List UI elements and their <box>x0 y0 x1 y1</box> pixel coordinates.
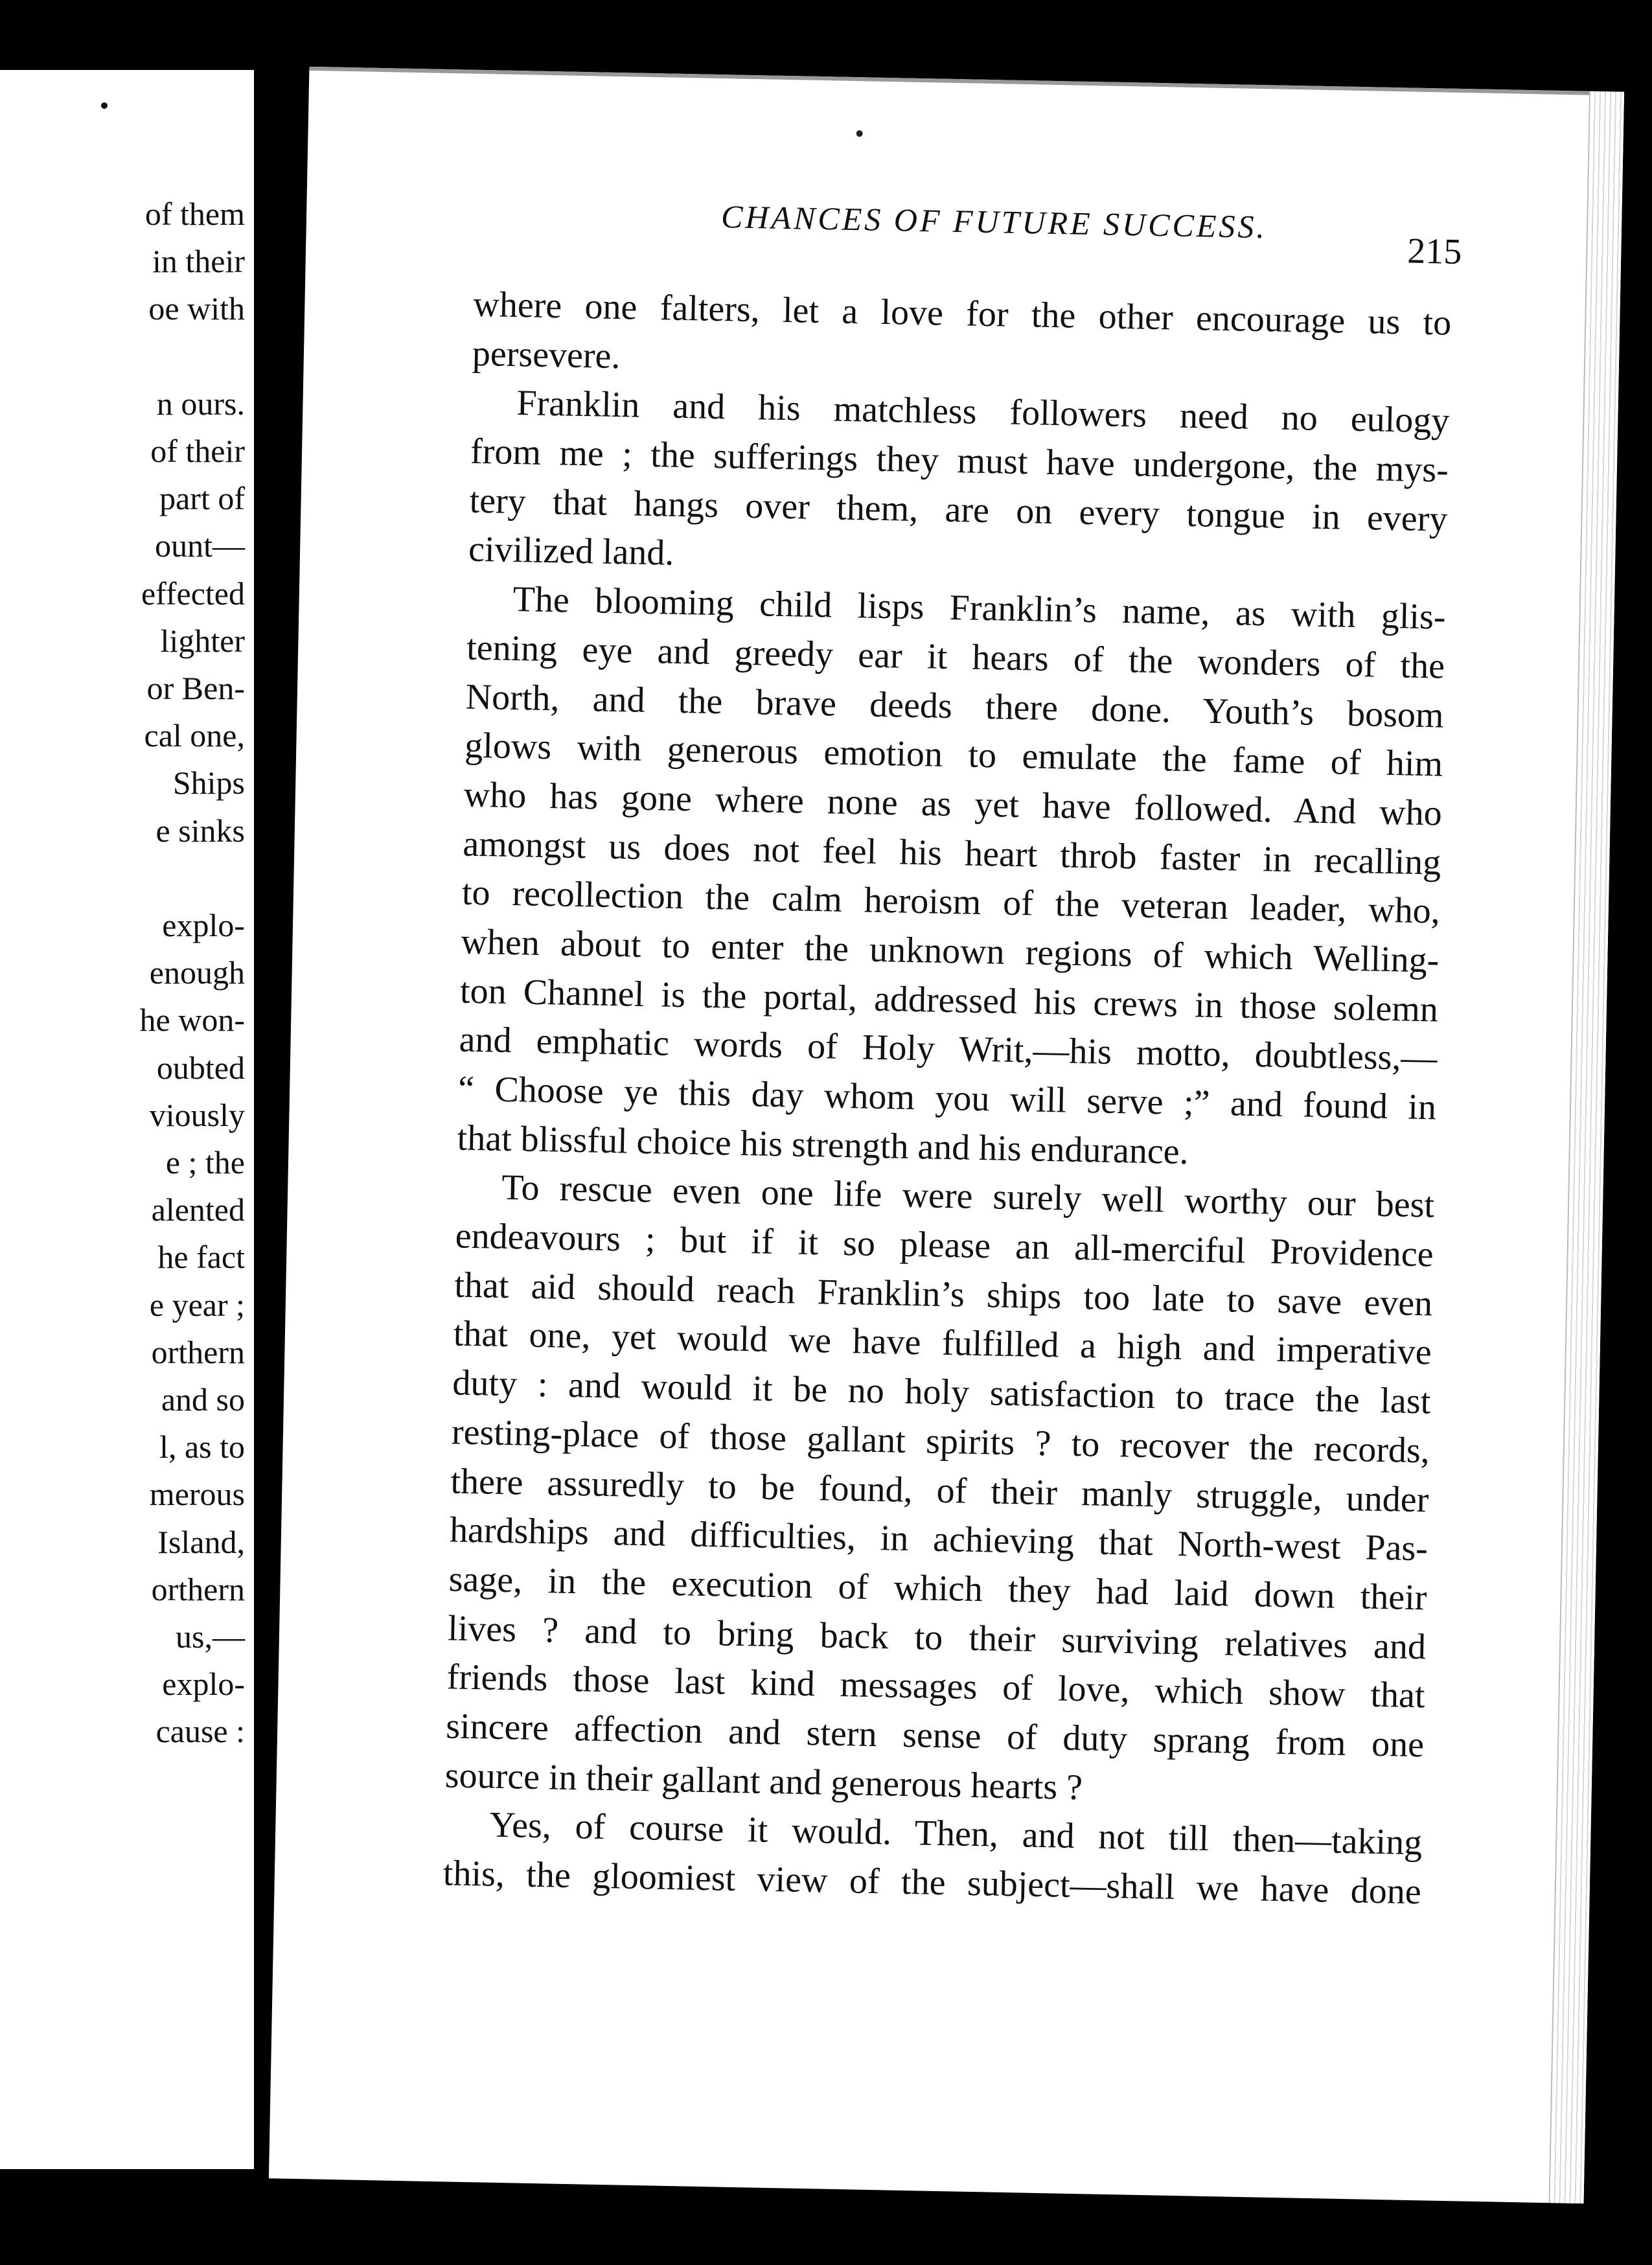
text-line: when about to enter the unknown regions of which Welling- <box>460 921 1440 981</box>
paragraph <box>457 575 1446 1182</box>
text-line: where one falters, let a love for the other encourage us to <box>472 284 1452 343</box>
left-page-line: or Ben- <box>146 670 245 706</box>
left-page-line: of their <box>150 433 245 469</box>
text-line: sincere affection and stern sense of duty sprang from one <box>445 1706 1425 1765</box>
left-page-line: orthern <box>151 1333 245 1370</box>
text-line: The blooming child lisps Franklin’s name, as with glis- <box>512 579 1447 638</box>
text-line: amongst us does not feel his heart throb faster in recalling <box>462 823 1441 883</box>
text-line: persevere. <box>472 333 621 376</box>
body-text <box>442 281 1452 1917</box>
left-page-line: lighter <box>160 622 245 659</box>
text-line: that aid should reach Franklin’s ships too late to save even <box>453 1265 1433 1324</box>
text-line: that one, yet would we have fulfilled a high and imperative <box>453 1313 1432 1373</box>
left-page-line: he fact <box>157 1239 245 1276</box>
text-line: resting-place of those gallant spirits ? to recover the records, <box>451 1412 1430 1471</box>
text-line: duty : and would it be no holy satisfaction to trace the last <box>452 1362 1431 1422</box>
left-page-line: alented <box>151 1191 245 1228</box>
paragraph <box>444 1163 1435 1819</box>
ink-speck <box>101 102 108 109</box>
left-page-line: part of <box>159 480 245 517</box>
text-line: there assuredly to be found, of their manly struggle, under <box>450 1460 1429 1520</box>
paragraph <box>468 378 1450 593</box>
left-page-line: us,— <box>176 1618 245 1655</box>
left-page-line: n ours. <box>156 385 245 422</box>
left-page-line: cal one, <box>144 717 245 754</box>
left-page-line: e year ; <box>149 1286 245 1323</box>
text-line: to recollection the calm heroism of the veteran leader, who, <box>461 872 1441 932</box>
text-line: glows with generous emotion to emulate the fame of him <box>464 725 1443 785</box>
page-stack-edge <box>1549 91 1625 2203</box>
text-line: ton Channel is the portal, addressed his crews in those solemn <box>459 971 1439 1030</box>
book-page <box>269 67 1624 2203</box>
left-page-line: cause : <box>155 1713 245 1750</box>
left-page-fragment <box>0 70 254 2169</box>
left-page-line: Ships <box>172 765 245 801</box>
text-line: endeavours ; but if it so please an all-merciful Providence <box>455 1215 1434 1275</box>
left-page-line: oubted <box>156 1049 245 1086</box>
left-page-line: viously <box>149 1096 245 1133</box>
left-page-line: and so <box>161 1381 245 1418</box>
left-page-line: of them <box>144 196 245 232</box>
text-line: To rescue even one life were surely well worthy our best <box>501 1167 1435 1226</box>
text-line: and emphatic words of Holy Writ,—his motto, doubtless,— <box>459 1019 1438 1079</box>
text-line: this, the gloomiest view of the subject—shall we have done <box>442 1853 1422 1913</box>
left-page-line: Island, <box>157 1523 245 1560</box>
text-line: “ Choose ye this day whom you will serve ;” and found in <box>457 1068 1437 1128</box>
text-line: Yes, of course it would. Then, and not till then—taking <box>488 1804 1423 1863</box>
text-line: sage, in the execution of which they had laid down their <box>448 1559 1428 1618</box>
left-page-line: e ; the <box>165 1144 245 1180</box>
page-top-edge <box>309 67 1624 96</box>
left-page-line: ount— <box>155 527 245 564</box>
text-line: lives ? and to bring back to their surviving relatives and <box>447 1607 1427 1667</box>
left-page-line: in their <box>152 243 245 280</box>
left-page-line: l, as to <box>159 1429 245 1466</box>
left-page-line: effected <box>141 575 245 612</box>
text-line: who has gone where none as yet have followed. And who <box>463 774 1443 834</box>
text-line: from me ; the sufferings they must have undergone, the mys- <box>470 431 1449 490</box>
paragraph <box>442 1800 1423 1917</box>
running-head: CHANCES OF FUTURE SUCCESS. <box>720 198 1268 246</box>
ink-speck <box>856 130 863 137</box>
left-page-line: he won- <box>139 1002 245 1039</box>
text-line: hardships and difficulties, in achieving that North-west Pas- <box>449 1510 1428 1569</box>
text-line: tery that hangs over them, are on every tongue in every <box>469 480 1448 540</box>
text-line: that blissful choice his strength and his endurance. <box>457 1118 1189 1172</box>
left-page-line: oe with <box>148 290 245 327</box>
text-line: source in their gallant and generous hearts ? <box>444 1754 1083 1808</box>
left-page-line: explo- <box>162 1666 245 1703</box>
text-line: civilized land. <box>468 529 674 574</box>
left-page-line: merous <box>149 1476 245 1513</box>
text-line: Franklin and his matchless followers need no eulogy <box>516 383 1450 442</box>
left-page-line: explo- <box>162 907 245 943</box>
left-page-line: e sinks <box>155 812 245 849</box>
text-line: tening eye and greedy ear it hears of the wonders of the <box>466 627 1445 687</box>
left-page-line: orthern <box>151 1570 245 1607</box>
page-number: 215 <box>1406 231 1462 273</box>
paragraph <box>472 281 1452 397</box>
left-page-line: enough <box>149 954 245 991</box>
text-line: North, and the brave deeds there done. Youth’s bosom <box>465 676 1445 736</box>
text-line: friends those last kind messages of love, which show that <box>446 1657 1426 1716</box>
